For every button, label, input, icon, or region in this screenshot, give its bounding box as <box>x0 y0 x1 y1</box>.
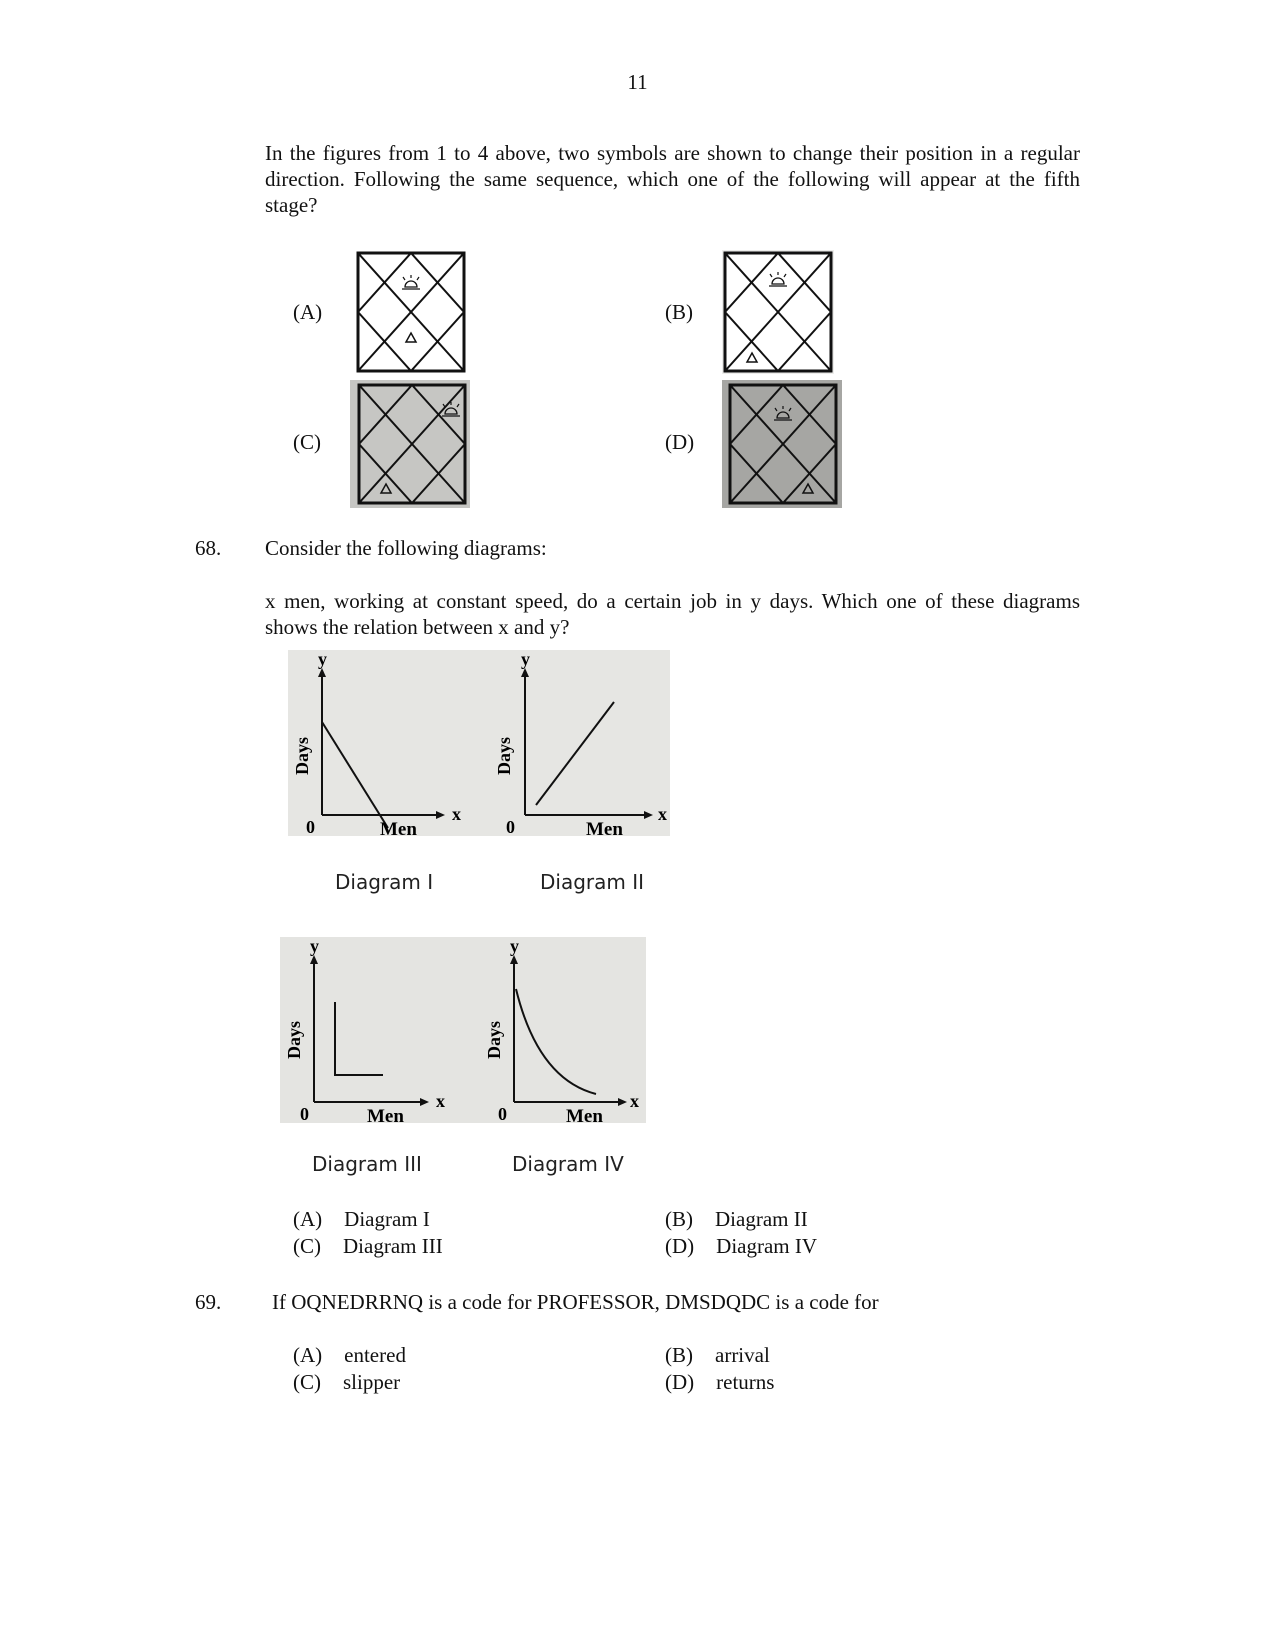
q68-intro: Consider the following diagrams: <box>265 536 547 560</box>
diagram-ii-x-label: x <box>658 804 667 824</box>
diagram-i-origin: 0 <box>306 817 315 836</box>
diagram-ii-y-label: y <box>521 650 530 669</box>
diagram-iv-caption: Diagram IV <box>512 1152 624 1176</box>
diagram-iv-xlabel: Men <box>566 1106 603 1123</box>
option-label: (D) <box>665 1234 695 1258</box>
option-text: Diagram III <box>343 1234 443 1258</box>
q67-figure-b <box>722 250 834 374</box>
q67-option-d-label: (D) <box>665 430 695 454</box>
q68-text: x men, working at constant speed, do a certain job in y days. Which one of these diagrams shows the relation between x and y? <box>265 589 1080 639</box>
page-number: 11 <box>627 70 648 94</box>
option-text: Diagram I <box>344 1207 430 1231</box>
diagram-ii-ylabel: Days <box>494 736 514 775</box>
diagram-i-xlabel: Men <box>380 819 417 836</box>
q69-option-d[interactable] <box>665 1370 774 1395</box>
q69-option-b[interactable] <box>665 1343 770 1368</box>
option-text: Diagram IV <box>716 1234 818 1258</box>
diagram-i-ylabel: Days <box>292 736 312 775</box>
q69-option-c[interactable] <box>293 1370 400 1395</box>
diagram-i-x-label: x <box>452 804 461 824</box>
q67-figure-a <box>355 250 467 374</box>
option-label: (C) <box>293 1370 321 1394</box>
diagram-i-caption: Diagram I <box>335 870 434 894</box>
diagram-iv-ylabel: Days <box>484 1020 504 1059</box>
q67-option-c-label: (C) <box>293 430 321 454</box>
diagram-iv-x-label: x <box>630 1091 639 1111</box>
diagram-iii-y-label: y <box>310 937 319 956</box>
q67-option-b-label: (B) <box>665 300 693 324</box>
diagram-panel-3-4 <box>280 937 646 1123</box>
diagram-iii-xlabel: Men <box>367 1106 404 1123</box>
option-label: (A) <box>293 1207 323 1231</box>
q69-number: 69. <box>195 1290 222 1314</box>
q69-option-a[interactable] <box>293 1343 406 1368</box>
diagram-iv-origin: 0 <box>498 1104 507 1123</box>
diagram-iii-caption: Diagram III <box>312 1152 422 1176</box>
option-label: (D) <box>665 1370 695 1394</box>
q69-text: If OQNEDRRNQ is a code for PROFESSOR, DMSDQDC is a code for <box>272 1290 879 1314</box>
diagram-i-y-label: y <box>318 650 327 669</box>
q67-figure-c <box>350 380 470 508</box>
diagram-ii-xlabel: Men <box>586 819 623 836</box>
option-text: slipper <box>343 1370 401 1394</box>
q67-option-a-label: (A) <box>293 300 323 324</box>
q68-option-b[interactable] <box>665 1207 808 1232</box>
option-text: entered <box>344 1343 406 1367</box>
q68-number: 68. <box>195 536 222 560</box>
diagram-panel-1-2 <box>288 650 670 836</box>
option-label: (A) <box>293 1343 323 1367</box>
diagram-ii-origin: 0 <box>506 817 515 836</box>
option-text: returns <box>716 1370 775 1394</box>
diagram-iv-y-label: y <box>510 937 519 956</box>
q67-text: In the figures from 1 to 4 above, two symbols are shown to change their position in a regular direction. Following the same sequence, which one of the following will appear at the fifth stage? <box>265 141 1080 217</box>
q68-option-c[interactable] <box>293 1234 443 1259</box>
q68-option-d[interactable] <box>665 1234 817 1259</box>
option-text: Diagram II <box>715 1207 808 1231</box>
option-label: (C) <box>293 1234 321 1258</box>
diagram-iii-ylabel: Days <box>284 1020 304 1059</box>
option-label: (B) <box>665 1343 693 1367</box>
option-text: arrival <box>715 1343 770 1367</box>
option-label: (B) <box>665 1207 693 1231</box>
diagram-ii-caption: Diagram II <box>540 870 645 894</box>
diagram-iii-origin: 0 <box>300 1104 309 1123</box>
q68-option-a[interactable] <box>293 1207 430 1232</box>
q67-figure-d <box>722 380 842 508</box>
diagram-iii-x-label: x <box>436 1091 445 1111</box>
